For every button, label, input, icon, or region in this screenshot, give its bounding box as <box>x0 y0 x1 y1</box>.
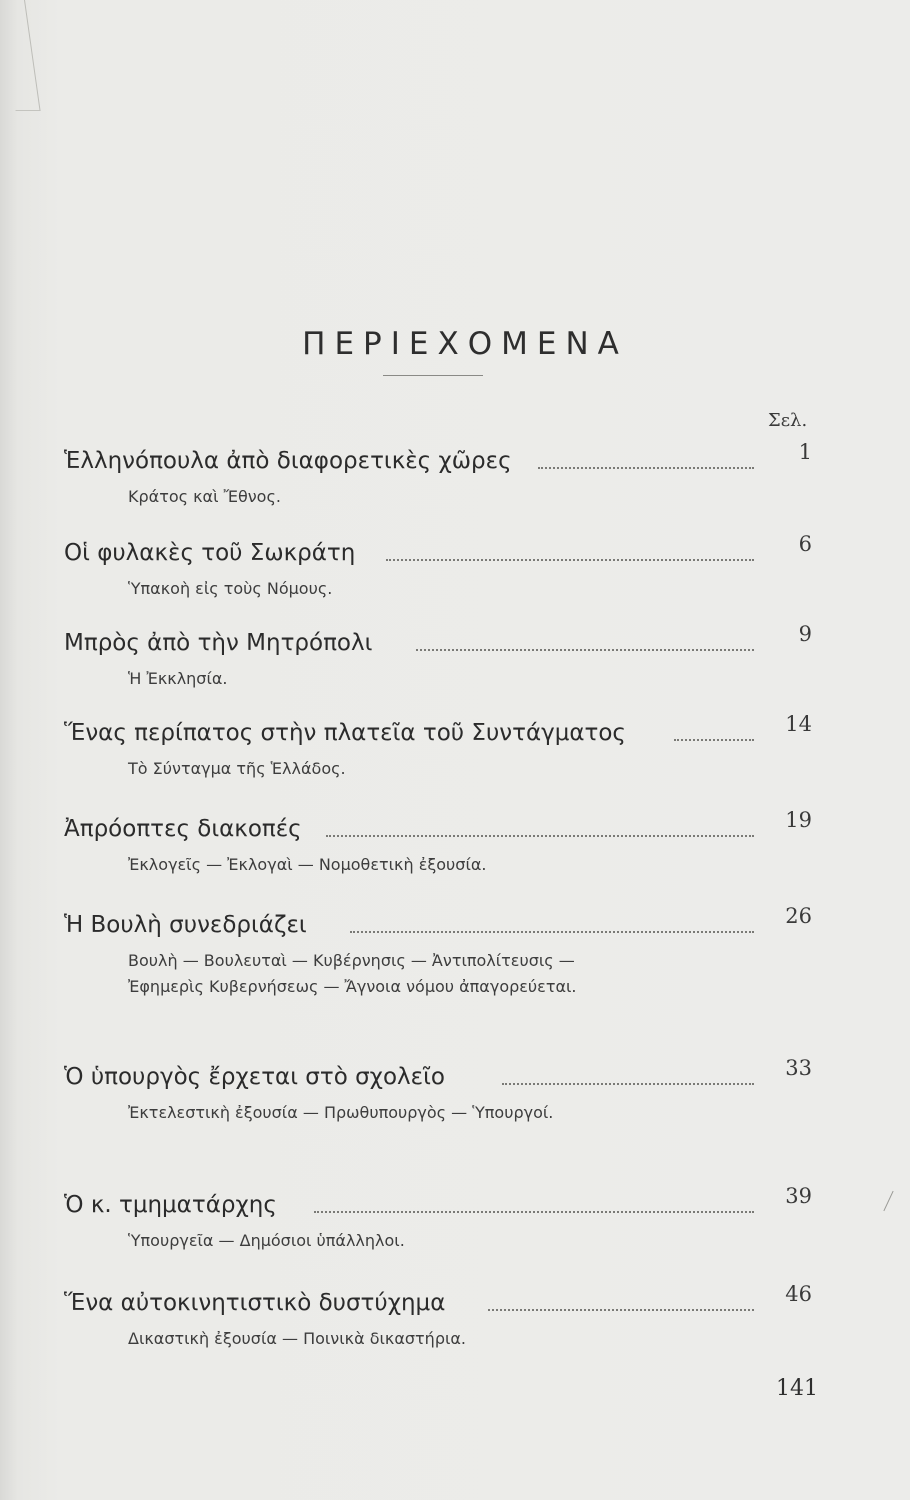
dot-leader <box>488 1309 754 1311</box>
toc-entry-subtopics: Ἐκτελεστικὴ ἐξουσία — Πρωθυπουργὸς — Ὑπουργοί. <box>128 1103 554 1122</box>
toc-entry <box>64 904 824 1000</box>
toc-entry-subtopics: Βουλὴ — Βουλευταὶ — Κυβέρνησις — Ἀντιπολίτευσις — Ἐφημερὶς Κυβερνήσεως — Ἄγνοια νόμου ἀπαγορεύεται. <box>128 951 577 996</box>
dot-leader <box>674 739 754 741</box>
page-column-label: Σελ. <box>768 410 808 431</box>
toc-entry-title: Ἀπρόοπτες διακοπές <box>64 816 302 842</box>
toc-entry-subtopics: Ἐκλογεῖς — Ἐκλογαὶ — Νομοθετικὴ ἐξουσία. <box>128 855 487 874</box>
toc-entry <box>64 1056 824 1126</box>
toc-entry-page: 33 <box>785 1056 812 1080</box>
toc-entry-title: Ἕνα αὐτοκινητιστικὸ δυστύχημα <box>64 1290 446 1316</box>
toc-entry-page: 19 <box>785 808 812 832</box>
toc-entry-subtopics: Κράτος καὶ Ἔθνος. <box>128 487 281 506</box>
toc-entry-page: 26 <box>785 904 812 928</box>
toc-entry <box>64 808 824 878</box>
toc-entry-page: 39 <box>785 1184 812 1208</box>
toc-entry <box>64 1282 824 1352</box>
title-rule <box>383 375 483 376</box>
toc-entry-title: Μπρὸς ἀπὸ τὴν Μητρόπολι <box>64 630 373 656</box>
page-number: 141 <box>776 1376 818 1401</box>
toc-entry-subtopics: Ὑπακοὴ εἰς τοὺς Νόμους. <box>128 579 333 598</box>
toc-entry-title: Οἱ φυλακὲς τοῦ Σωκράτη <box>64 540 356 566</box>
dot-leader <box>314 1211 754 1213</box>
toc-entry-title: Ἑλληνόπουλα ἀπὸ διαφορετικὲς χῶρες <box>64 448 512 474</box>
dot-leader <box>502 1083 754 1085</box>
toc-entry-page: 46 <box>785 1282 812 1306</box>
stray-pencil-mark <box>883 1191 893 1211</box>
toc-entry-subtopics: Ἡ Ἐκκλησία. <box>128 669 228 688</box>
dot-leader <box>386 559 754 561</box>
toc-entry-subtopics: Τὸ Σύνταγμα τῆς Ἑλλάδος. <box>128 759 346 778</box>
toc-entry-subtopics: Ὑπουργεῖα — Δημόσιοι ὑπάλληλοι. <box>128 1231 405 1250</box>
dot-leader <box>326 835 754 837</box>
toc-entry <box>64 440 824 510</box>
toc-entry-page: 1 <box>798 440 812 464</box>
toc-entry <box>64 1184 824 1254</box>
toc-entry-title: Ἕνας περίπατος στὴν πλατεῖα τοῦ Συντάγματος <box>64 720 626 746</box>
dot-leader <box>416 649 754 651</box>
toc-entry <box>64 532 824 602</box>
toc-entry-title: Ὁ κ. τμηματάρχης <box>64 1192 277 1218</box>
dot-leader <box>350 931 754 933</box>
toc-entry <box>64 622 824 692</box>
toc-entry-subtopics: Δικαστικὴ ἐξουσία — Ποινικὰ δικαστήρια. <box>128 1329 467 1348</box>
toc-entry-page: 6 <box>798 532 812 556</box>
contents-title: ΠΕΡΙΕΧΟΜΕΝΑ <box>302 326 628 362</box>
page-edge-mark <box>0 0 41 111</box>
toc-entry-title: Ἡ Βουλὴ συνεδριάζει <box>64 912 307 938</box>
toc-entry-page: 9 <box>798 622 812 646</box>
toc-entry <box>64 712 824 782</box>
dot-leader <box>538 467 754 469</box>
toc-entry-title: Ὁ ὑπουργὸς ἔρχεται στὸ σχολεῖο <box>64 1064 445 1090</box>
toc-entry-page: 14 <box>785 712 812 736</box>
